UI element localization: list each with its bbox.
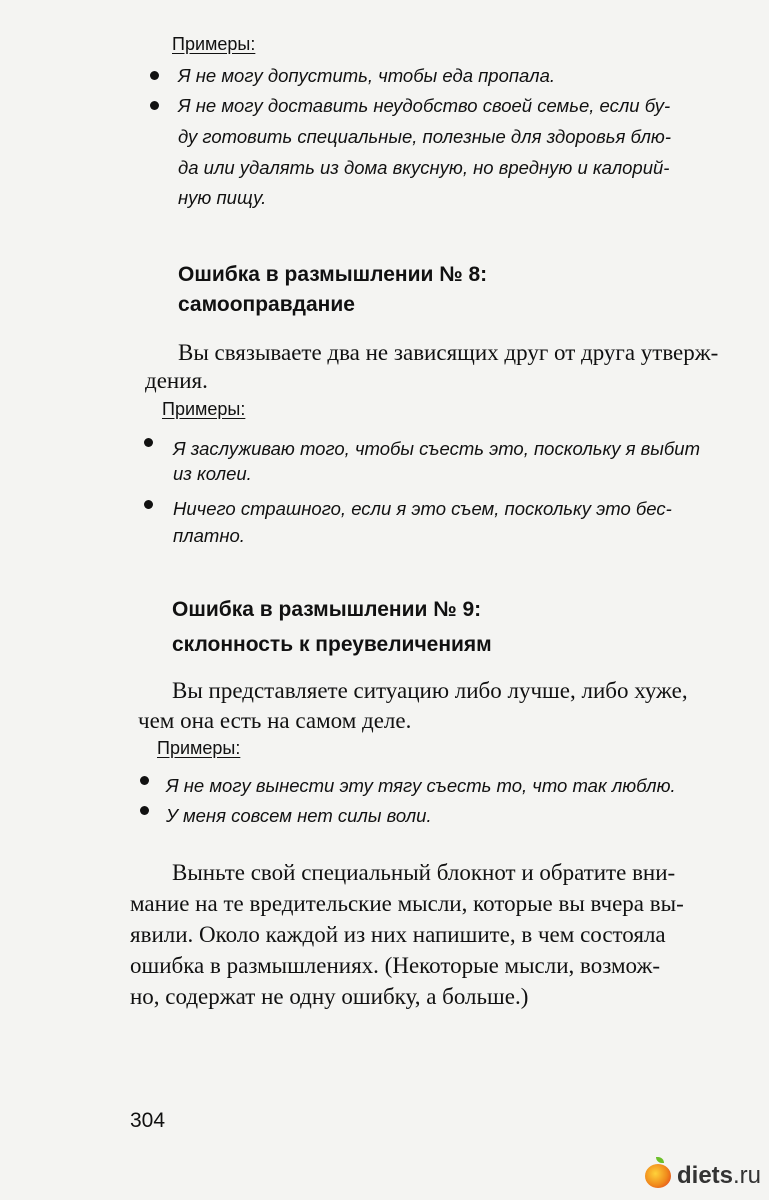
bullet-icon — [140, 776, 149, 785]
page-number: 304 — [130, 1109, 166, 1132]
examples-label: Примеры: — [162, 399, 246, 419]
paragraph-text: Вы представляете ситуацию либо лучше, либо хуже, — [172, 678, 688, 703]
paragraph-text: явили. Около каждой из них напишите, в чем состояла — [130, 922, 666, 947]
section-heading: склонность к преувеличениям — [172, 633, 492, 656]
section-heading: Ошибка в размышлении № 8: — [178, 263, 488, 286]
bullet-icon — [144, 438, 153, 447]
example-text: Я не могу доставить неудобство своей семье, если бу- — [178, 95, 671, 116]
example-text: ную пищу. — [178, 187, 267, 208]
bullet-icon — [144, 500, 153, 509]
bullet-icon — [150, 71, 159, 80]
paragraph-text: Выньте свой специальный блокнот и обратите вни- — [172, 860, 676, 885]
example-text: Я не могу допустить, чтобы еда пропала. — [178, 65, 556, 86]
paragraph-text: мание на те вредительские мысли, которые вы вчера вы- — [130, 891, 684, 916]
bullet-icon — [150, 101, 159, 110]
watermark-tld: .ru — [733, 1162, 762, 1189]
apple-icon — [645, 1164, 671, 1188]
paragraph-text: ошибка в размышлениях. (Некоторые мысли, возмож- — [130, 953, 661, 978]
example-text: Ничего страшного, если я это съем, поскольку это бес- — [173, 498, 672, 519]
example-text: из колеи. — [173, 463, 252, 484]
example-text: ду готовить специальные, полезные для здоровья блю- — [178, 126, 671, 147]
example-text: платно. — [173, 525, 245, 546]
example-text: да или удалять из дома вкусную, но вредную и калорий- — [178, 157, 670, 178]
paragraph-text: дения. — [145, 368, 208, 393]
example-text: Я заслуживаю того, чтобы съесть это, поскольку я выбит — [173, 438, 701, 459]
paragraph-text: Вы связываете два не зависящих друг от друга утверж- — [178, 340, 719, 365]
examples-label: Примеры: — [172, 34, 256, 54]
example-text: Я не могу вынести эту тягу съесть то, что так люблю. — [166, 775, 676, 796]
watermark-text — [677, 1162, 761, 1190]
examples-label: Примеры: — [157, 738, 241, 758]
example-text: У меня совсем нет силы воли. — [166, 805, 432, 826]
section-heading: Ошибка в размышлении № 9: — [172, 598, 482, 621]
watermark-logo — [645, 1162, 761, 1190]
watermark-brand: diets — [677, 1162, 734, 1189]
bullet-icon — [140, 806, 149, 815]
paragraph-text: но, содержат не одну ошибку, а больше.) — [130, 984, 529, 1009]
section-heading: самооправдание — [178, 293, 355, 316]
paragraph-text: чем она есть на самом деле. — [138, 708, 412, 733]
